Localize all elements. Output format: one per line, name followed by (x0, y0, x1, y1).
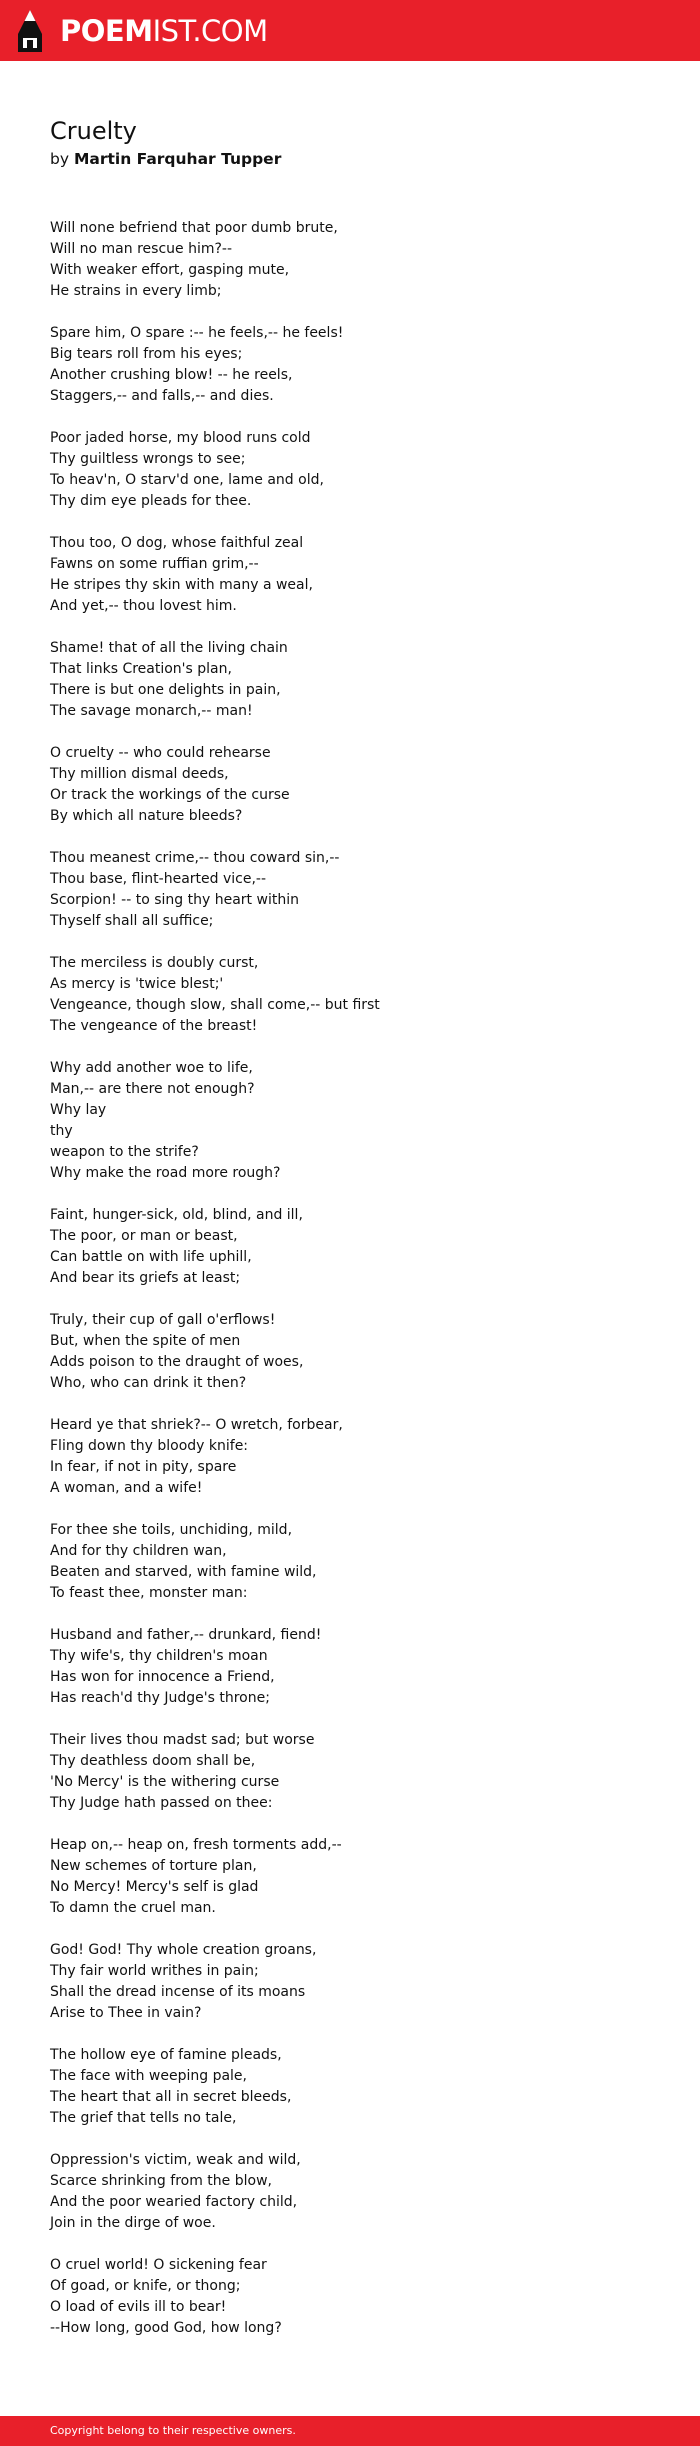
by-label: by (50, 150, 70, 168)
poem-line: O cruelty -- who could rehearse (50, 745, 271, 761)
poem-line: Thyself shall all suffice; (50, 913, 214, 929)
poem-line: Man,-- are there not enough? (50, 1081, 255, 1097)
poem-stanza (50, 2150, 650, 2234)
poem-stanza (50, 1940, 650, 2024)
poem-line: There is but one delights in pain, (50, 682, 281, 698)
poem-line: Fawns on some ruffian grim,-- (50, 556, 259, 572)
poem-line: O load of evils ill to bear! (50, 2299, 227, 2315)
poem-line: No Mercy! Mercy's self is glad (50, 1879, 259, 1895)
poem-line: Truly, their cup of gall o'erflows! (50, 1312, 276, 1328)
poem-line: The hollow eye of famine pleads, (50, 2047, 282, 2063)
poem-line: Thy fair world writhes in pain; (50, 1963, 259, 1979)
poem-stanza (50, 1205, 650, 1289)
poem-line: In fear, if not in pity, spare (50, 1459, 237, 1475)
poem-line: Thy wife's, thy children's moan (50, 1648, 268, 1664)
poem-line: Adds poison to the draught of woes, (50, 1354, 304, 1370)
poem-line: The grief that tells no tale, (50, 2110, 237, 2126)
poem-stanza (50, 533, 650, 617)
poem-line: Staggers,-- and falls,-- and dies. (50, 388, 274, 404)
poem-line: Vengeance, though slow, shall come,-- but first (50, 997, 380, 1013)
copyright-text: Copyright belong to their respective owners. (50, 2424, 296, 2437)
poem-line: Has reach'd thy Judge's throne; (50, 1690, 270, 1706)
poem-line: Of goad, or knife, or thong; (50, 2278, 241, 2294)
poem-byline (50, 148, 281, 170)
logo-light-text: IST.COM (152, 14, 268, 48)
poem-line: Can battle on with life uphill, (50, 1249, 252, 1265)
poem-line: thy (50, 1123, 73, 1139)
poem-line: weapon to the strife? (50, 1144, 199, 1160)
poem-line: Thou too, O dog, whose faithful zeal (50, 535, 304, 551)
logo-bold-text: POEM (60, 14, 153, 48)
poem-line: Has won for innocence a Friend, (50, 1669, 275, 1685)
poem-line: Thy Judge hath passed on thee: (50, 1795, 273, 1811)
poem-stanza (50, 953, 650, 1037)
site-footer (0, 2416, 700, 2446)
poem-line: Thy million dismal deeds, (50, 766, 229, 782)
poem-line: The face with weeping pale, (50, 2068, 247, 2084)
poem-line: Arise to Thee in vain? (50, 2005, 202, 2021)
poem-stanza (50, 1415, 650, 1499)
poem-stanza (50, 2255, 650, 2339)
poem-line: Shall the dread incense of its moans (50, 1984, 306, 2000)
poem-line: To feast thee, monster man: (50, 1585, 248, 1601)
poem-stanza (50, 1520, 650, 1604)
poem-title: Cruelty (50, 117, 137, 145)
poem-stanza (50, 848, 650, 932)
poem-line: 'No Mercy' is the withering curse (50, 1774, 280, 1790)
site-header (0, 0, 700, 61)
poem-stanza (50, 218, 650, 302)
poem-stanza (50, 1058, 650, 1184)
poem-line: To heav'n, O starv'd one, lame and old, (50, 472, 324, 488)
poem-line: God! God! Thy whole creation groans, (50, 1942, 317, 1958)
poem-line: As mercy is 'twice blest;' (50, 976, 224, 992)
poem-stanza (50, 1835, 650, 1919)
poem-line: Their lives thou madst sad; but worse (50, 1732, 315, 1748)
poem-line: Thy deathless doom shall be, (50, 1753, 256, 1769)
poem-line: The heart that all in secret bleeds, (50, 2089, 292, 2105)
poem-stanza (50, 1625, 650, 1709)
poem-line: Spare him, O spare :-- he feels,-- he feels! (50, 325, 344, 341)
poem-stanza (50, 2045, 650, 2129)
poem-line: Another crushing blow! -- he reels, (50, 367, 293, 383)
poem-line: Join in the dirge of woe. (50, 2215, 216, 2231)
poem-line: Why make the road more rough? (50, 1165, 281, 1181)
poem-line: Why lay (50, 1102, 107, 1118)
poem-line: Shame! that of all the living chain (50, 640, 288, 656)
poem-stanza (50, 1310, 650, 1394)
poem-line: Or track the workings of the curse (50, 787, 290, 803)
poem-line: Beaten and starved, with famine wild, (50, 1564, 317, 1580)
poem-body (50, 218, 650, 2360)
poem-line: Big tears roll from his eyes; (50, 346, 243, 362)
poem-line: But, when the spite of men (50, 1333, 241, 1349)
poem-line: And bear its griefs at least; (50, 1270, 241, 1286)
poem-line: New schemes of torture plan, (50, 1858, 257, 1874)
poem-line: Scorpion! -- to sing thy heart within (50, 892, 299, 908)
poem-line: That links Creation's plan, (50, 661, 232, 677)
poem-line: O cruel world! O sickening fear (50, 2257, 267, 2273)
poem-line: Thou base, flint-hearted vice,-- (50, 871, 267, 887)
poem-line: The savage monarch,-- man! (50, 703, 253, 719)
poem-line: Thy guiltless wrongs to see; (50, 451, 246, 467)
poem-line: The merciless is doubly curst, (50, 955, 259, 971)
poem-line: Scarce shrinking from the blow, (50, 2173, 272, 2189)
poem-stanza (50, 638, 650, 722)
poem-line: Heard ye that shriek?-- O wretch, forbear, (50, 1417, 343, 1433)
poem-line: Fling down thy bloody knife: (50, 1438, 249, 1454)
poem-line: Will no man rescue him?-- (50, 241, 233, 257)
poem-line: For thee she toils, unchiding, mild, (50, 1522, 293, 1538)
pencil-icon[interactable] (15, 10, 45, 52)
poem-line: Faint, hunger-sick, old, blind, and ill, (50, 1207, 303, 1223)
poem-stanza (50, 323, 650, 407)
poem-line: Who, who can drink it then? (50, 1375, 247, 1391)
author-name[interactable]: Martin Farquhar Tupper (73, 150, 282, 168)
poem-line: The poor, or man or beast, (50, 1228, 238, 1244)
poem-line: He stripes thy skin with many a weal, (50, 577, 313, 593)
site-logo[interactable] (60, 14, 268, 48)
poem-stanza (50, 428, 650, 512)
poem-line: With weaker effort, gasping mute, (50, 262, 290, 278)
poem-line: And the poor wearied factory child, (50, 2194, 298, 2210)
poem-line: To damn the cruel man. (50, 1900, 216, 1916)
poem-stanza (50, 743, 650, 827)
poem-line: And yet,-- thou lovest him. (50, 598, 237, 614)
poem-line: Husband and father,-- drunkard, fiend! (50, 1627, 322, 1643)
poem-line: Heap on,-- heap on, fresh torments add,-- (50, 1837, 342, 1853)
poem-line: Why add another woe to life, (50, 1060, 253, 1076)
poem-line: Thy dim eye pleads for thee. (50, 493, 252, 509)
poem-line: Thou meanest crime,-- thou coward sin,-- (50, 850, 340, 866)
poem-line: A woman, and a wife! (50, 1480, 203, 1496)
poem-line: Poor jaded horse, my blood runs cold (50, 430, 311, 446)
poem-line: Will none befriend that poor dumb brute, (50, 220, 338, 236)
poem-line: The vengeance of the breast! (50, 1018, 258, 1034)
poem-line: Oppression's victim, weak and wild, (50, 2152, 301, 2168)
poem-line: --How long, good God, how long? (50, 2320, 282, 2336)
poem-line: And for thy children wan, (50, 1543, 227, 1559)
poem-line: He strains in every limb; (50, 283, 222, 299)
poem-stanza (50, 1730, 650, 1814)
poem-line: By which all nature bleeds? (50, 808, 243, 824)
